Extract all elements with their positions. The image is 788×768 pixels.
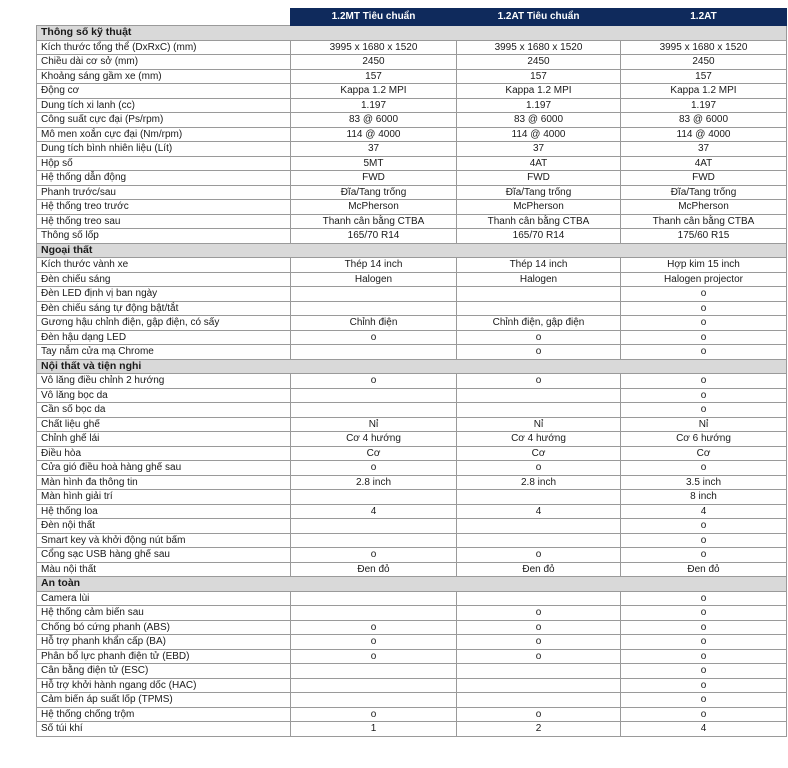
table-row [37, 591, 787, 606]
row-label: Cổng sạc USB hàng ghế sau [37, 548, 291, 563]
table-body [37, 26, 787, 737]
value-cell: 2.8 inch [291, 475, 457, 490]
value-cell: o [621, 388, 787, 403]
value-cell: 37 [621, 142, 787, 157]
value-cell: Halogen [457, 272, 621, 287]
value-cell: o [457, 345, 621, 360]
table-row [37, 345, 787, 360]
section-title: Thông số kỹ thuật [37, 26, 787, 41]
value-cell: o [457, 374, 621, 389]
value-cell: Cơ [291, 446, 457, 461]
row-label: Màu nội thất [37, 562, 291, 577]
value-cell: Thanh cân bằng CTBA [457, 214, 621, 229]
value-cell: McPherson [457, 200, 621, 215]
value-cell: Nỉ [291, 417, 457, 432]
value-cell: o [621, 403, 787, 418]
row-label: Hệ thống loa [37, 504, 291, 519]
table-row [37, 84, 787, 99]
value-cell: o [621, 649, 787, 664]
value-cell: o [621, 678, 787, 693]
value-cell: 4 [291, 504, 457, 519]
value-cell: 83 @ 6000 [457, 113, 621, 128]
value-cell: Thép 14 inch [291, 258, 457, 273]
value-cell [457, 664, 621, 679]
value-cell: o [457, 461, 621, 476]
value-cell: o [457, 330, 621, 345]
value-cell [291, 301, 457, 316]
row-label: Cần số bọc da [37, 403, 291, 418]
table-row [37, 316, 787, 331]
value-cell: o [621, 635, 787, 650]
value-cell: 83 @ 6000 [291, 113, 457, 128]
value-cell: 2450 [621, 55, 787, 70]
table-row [37, 649, 787, 664]
column-header-1-2mt-standard: 1.2MT Tiêu chuẩn [291, 9, 457, 26]
row-label: Cửa gió điều hoà hàng ghế sau [37, 461, 291, 476]
value-cell: 3995 x 1680 x 1520 [621, 40, 787, 55]
value-cell [457, 287, 621, 302]
value-cell: 1 [291, 722, 457, 737]
value-cell: o [457, 620, 621, 635]
value-cell: 83 @ 6000 [621, 113, 787, 128]
value-cell: o [291, 330, 457, 345]
value-cell: 114 @ 4000 [457, 127, 621, 142]
table-row [37, 98, 787, 113]
value-cell: o [621, 533, 787, 548]
value-cell: Hợp kim 15 inch [621, 258, 787, 273]
value-cell: Thanh cân bằng CTBA [291, 214, 457, 229]
row-label: Vô lăng bọc da [37, 388, 291, 403]
table-row [37, 446, 787, 461]
table-row [37, 533, 787, 548]
value-cell [457, 403, 621, 418]
table-row [37, 374, 787, 389]
value-cell: o [621, 693, 787, 708]
row-label: Khoảng sáng gầm xe (mm) [37, 69, 291, 84]
table-row [37, 548, 787, 563]
row-label: Hệ thống treo sau [37, 214, 291, 229]
row-label: Dung tích bình nhiên liệu (Lít) [37, 142, 291, 157]
table-row [37, 562, 787, 577]
value-cell: Cơ [621, 446, 787, 461]
value-cell [457, 533, 621, 548]
row-label: Phanh trước/sau [37, 185, 291, 200]
table-row [37, 272, 787, 287]
section-title: Ngoại thất [37, 243, 787, 258]
row-label: Cân bằng điện tử (ESC) [37, 664, 291, 679]
value-cell: o [291, 461, 457, 476]
value-cell: 37 [457, 142, 621, 157]
row-label: Smart key và khởi động nút bấm [37, 533, 291, 548]
value-cell: McPherson [621, 200, 787, 215]
row-label: Mô men xoắn cực đại (Nm/rpm) [37, 127, 291, 142]
table-row [37, 475, 787, 490]
value-cell: Nỉ [621, 417, 787, 432]
value-cell: 4 [457, 504, 621, 519]
row-label: Phân bổ lực phanh điện tử (EBD) [37, 649, 291, 664]
row-label: Gương hậu chỉnh điện, gập điện, có sấy [37, 316, 291, 331]
row-label: Màn hình giải trí [37, 490, 291, 505]
value-cell: 165/70 R14 [457, 229, 621, 244]
row-label: Camera lùi [37, 591, 291, 606]
row-label: Chỉnh ghế lái [37, 432, 291, 447]
value-cell: 2 [457, 722, 621, 737]
value-cell [291, 693, 457, 708]
row-label: Đèn chiếu sáng [37, 272, 291, 287]
value-cell [291, 591, 457, 606]
row-label: Màn hình đa thông tin [37, 475, 291, 490]
row-label: Động cơ [37, 84, 291, 99]
table-row [37, 69, 787, 84]
value-cell: o [621, 345, 787, 360]
value-cell: 4AT [621, 156, 787, 171]
value-cell: o [291, 707, 457, 722]
row-label: Chống bó cứng phanh (ABS) [37, 620, 291, 635]
table-row [37, 200, 787, 215]
value-cell: 1.197 [621, 98, 787, 113]
table-row [37, 127, 787, 142]
value-cell: o [291, 548, 457, 563]
table-row [37, 707, 787, 722]
value-cell: o [621, 287, 787, 302]
row-label: Đèn chiếu sáng tự động bật/tắt [37, 301, 291, 316]
table-row [37, 55, 787, 70]
row-label: Đèn hậu dạng LED [37, 330, 291, 345]
value-cell: 3995 x 1680 x 1520 [457, 40, 621, 55]
value-cell [457, 519, 621, 534]
value-cell: o [457, 649, 621, 664]
row-label: Số túi khí [37, 722, 291, 737]
value-cell: o [621, 301, 787, 316]
table-row [37, 156, 787, 171]
value-cell: o [457, 548, 621, 563]
row-label: Cảm biến áp suất lốp (TPMS) [37, 693, 291, 708]
value-cell: 3995 x 1680 x 1520 [291, 40, 457, 55]
row-label: Đèn LED định vị ban ngày [37, 287, 291, 302]
value-cell: o [457, 606, 621, 621]
value-cell: o [291, 374, 457, 389]
column-header-1-2at-standard: 1.2AT Tiêu chuẩn [457, 9, 621, 26]
section-header-row [37, 26, 787, 41]
table-row [37, 664, 787, 679]
value-cell: Đĩa/Tang trống [291, 185, 457, 200]
value-cell: FWD [457, 171, 621, 186]
value-cell: o [621, 707, 787, 722]
value-cell: 1.197 [291, 98, 457, 113]
value-cell: Halogen projector [621, 272, 787, 287]
value-cell: Nỉ [457, 417, 621, 432]
section-header-row [37, 359, 787, 374]
table-row [37, 142, 787, 157]
table-row [37, 258, 787, 273]
table-row [37, 171, 787, 186]
value-cell [291, 678, 457, 693]
value-cell [291, 345, 457, 360]
value-cell: Kappa 1.2 MPI [457, 84, 621, 99]
column-header-1-2at: 1.2AT [621, 9, 787, 26]
value-cell: 5MT [291, 156, 457, 171]
row-label: Hỗ trợ khởi hành ngang dốc (HAC) [37, 678, 291, 693]
value-cell: 114 @ 4000 [291, 127, 457, 142]
row-label: Chất liệu ghế [37, 417, 291, 432]
value-cell: o [291, 620, 457, 635]
value-cell [291, 388, 457, 403]
row-label: Hộp số [37, 156, 291, 171]
value-cell: McPherson [291, 200, 457, 215]
value-cell: 157 [457, 69, 621, 84]
header-blank-cell [37, 9, 291, 26]
table-row [37, 432, 787, 447]
value-cell [457, 490, 621, 505]
section-header-row [37, 243, 787, 258]
value-cell: o [621, 548, 787, 563]
header-row [37, 9, 787, 26]
value-cell [457, 678, 621, 693]
value-cell: Đen đỏ [621, 562, 787, 577]
value-cell: o [291, 649, 457, 664]
value-cell: 175/60 R15 [621, 229, 787, 244]
value-cell [457, 388, 621, 403]
table-row [37, 229, 787, 244]
table-row [37, 635, 787, 650]
value-cell: 2450 [457, 55, 621, 70]
value-cell: FWD [291, 171, 457, 186]
table-row [37, 287, 787, 302]
value-cell: Đĩa/Tang trống [457, 185, 621, 200]
row-label: Tay nắm cửa mạ Chrome [37, 345, 291, 360]
row-label: Hỗ trợ phanh khẩn cấp (BA) [37, 635, 291, 650]
value-cell: Chỉnh điện [291, 316, 457, 331]
value-cell: Cơ [457, 446, 621, 461]
value-cell: Kappa 1.2 MPI [291, 84, 457, 99]
value-cell: Đen đỏ [457, 562, 621, 577]
table-row [37, 693, 787, 708]
value-cell: 3.5 inch [621, 475, 787, 490]
value-cell: Halogen [291, 272, 457, 287]
value-cell: 165/70 R14 [291, 229, 457, 244]
value-cell [291, 287, 457, 302]
row-label: Hệ thống chống trộm [37, 707, 291, 722]
row-label: Hệ thống cảm biến sau [37, 606, 291, 621]
table-row [37, 403, 787, 418]
value-cell: o [621, 664, 787, 679]
row-label: Kích thước tổng thể (DxRxC) (mm) [37, 40, 291, 55]
value-cell: 114 @ 4000 [621, 127, 787, 142]
value-cell: 4 [621, 722, 787, 737]
value-cell [457, 301, 621, 316]
value-cell: Cơ 4 hướng [457, 432, 621, 447]
value-cell [291, 606, 457, 621]
value-cell: o [457, 635, 621, 650]
value-cell: 1.197 [457, 98, 621, 113]
value-cell: o [621, 620, 787, 635]
value-cell: 37 [291, 142, 457, 157]
table-row [37, 40, 787, 55]
value-cell: 2.8 inch [457, 475, 621, 490]
table-row [37, 620, 787, 635]
value-cell: o [621, 374, 787, 389]
value-cell: Thanh cân bằng CTBA [621, 214, 787, 229]
value-cell [457, 591, 621, 606]
value-cell [291, 533, 457, 548]
table-row [37, 388, 787, 403]
row-label: Đèn nội thất [37, 519, 291, 534]
spec-table [36, 8, 787, 737]
value-cell: o [621, 461, 787, 476]
row-label: Vô lăng điều chỉnh 2 hướng [37, 374, 291, 389]
value-cell [291, 403, 457, 418]
table-row [37, 417, 787, 432]
value-cell: o [621, 330, 787, 345]
value-cell: o [621, 606, 787, 621]
table-row [37, 606, 787, 621]
value-cell [291, 490, 457, 505]
value-cell: Chỉnh điện, gập điện [457, 316, 621, 331]
value-cell: o [621, 316, 787, 331]
section-title: Nội thất và tiện nghi [37, 359, 787, 374]
value-cell: 2450 [291, 55, 457, 70]
row-label: Điều hòa [37, 446, 291, 461]
value-cell: Kappa 1.2 MPI [621, 84, 787, 99]
section-title: An toàn [37, 577, 787, 592]
table-row [37, 490, 787, 505]
table-row [37, 301, 787, 316]
table-row [37, 678, 787, 693]
value-cell: 4AT [457, 156, 621, 171]
value-cell [291, 664, 457, 679]
table-row [37, 519, 787, 534]
row-label: Hệ thống treo trước [37, 200, 291, 215]
value-cell: o [621, 591, 787, 606]
section-header-row [37, 577, 787, 592]
row-label: Dung tích xi lanh (cc) [37, 98, 291, 113]
table-header [37, 9, 787, 26]
value-cell: o [621, 519, 787, 534]
table-row [37, 185, 787, 200]
table-row [37, 504, 787, 519]
row-label: Thông số lốp [37, 229, 291, 244]
value-cell [291, 519, 457, 534]
table-row [37, 722, 787, 737]
row-label: Kích thước vành xe [37, 258, 291, 273]
table-row [37, 113, 787, 128]
value-cell: 8 inch [621, 490, 787, 505]
row-label: Hệ thống dẫn động [37, 171, 291, 186]
value-cell: Đen đỏ [291, 562, 457, 577]
table-row [37, 330, 787, 345]
row-label: Công suất cực đại (Ps/rpm) [37, 113, 291, 128]
value-cell: o [291, 635, 457, 650]
value-cell: Cơ 6 hướng [621, 432, 787, 447]
value-cell: 157 [621, 69, 787, 84]
value-cell [457, 693, 621, 708]
value-cell: Cơ 4 hướng [291, 432, 457, 447]
table-row [37, 461, 787, 476]
value-cell: Thép 14 inch [457, 258, 621, 273]
row-label: Chiều dài cơ sở (mm) [37, 55, 291, 70]
value-cell: FWD [621, 171, 787, 186]
value-cell: 4 [621, 504, 787, 519]
value-cell: 157 [291, 69, 457, 84]
value-cell: Đĩa/Tang trống [621, 185, 787, 200]
value-cell: o [457, 707, 621, 722]
table-row [37, 214, 787, 229]
